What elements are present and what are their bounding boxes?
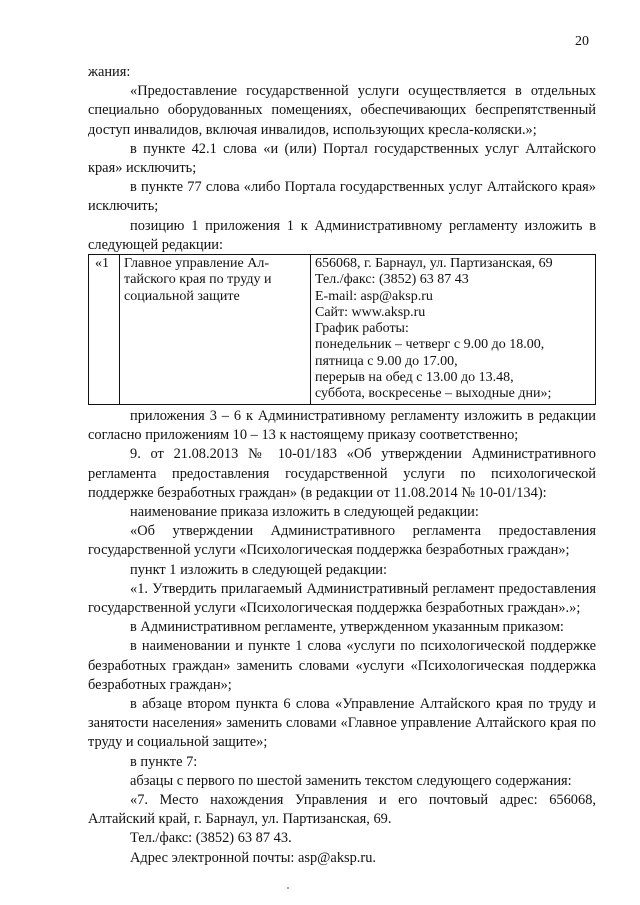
paragraph: Адрес электронной почты: asp@aksp.ru. xyxy=(130,849,376,866)
position-number-cell: «1 xyxy=(89,255,120,405)
website-line: Сайт: www.aksp.ru xyxy=(315,304,426,320)
details-cell xyxy=(311,255,596,405)
paragraph: в пункте 42.1 слова «и (или) Портал государственных услуг Алтайского края» исключить; xyxy=(88,140,596,177)
paragraph: в наименовании и пункте 1 слова «услуги по психологической поддержке безработных граждан» заменить словами «услуги «Психологическая поддержка безработных граждан»; xyxy=(88,638,596,693)
paragraph: 9. от 21.08.2013 № 10-01/183 «Об утверждении Административного регламента предоставления государственной услуги по психологической поддержке безработных граждан» (в редакции от 11.08.2014 № 10-01/134): xyxy=(88,446,596,501)
table-row xyxy=(89,255,596,405)
page-number: 20 xyxy=(575,34,589,49)
paragraph: в абзаце втором пункта 6 слова «Управление Алтайского края по труду и занятости населения» заменить словами «Главное управление Алтайского края по труду и социальной защите»; xyxy=(88,696,596,751)
paragraph: позицию 1 приложения 1 к Административному регламенту изложить в следующей редакции: xyxy=(88,217,596,253)
text-block-before-table xyxy=(88,63,596,255)
phone-line: Тел./факс: (3852) 63 87 43 xyxy=(315,272,469,288)
schedule-line: понедельник – четверг с 9.00 до 18.00, xyxy=(315,337,545,353)
paragraph: «Предоставление государственной услуги осуществляется в отдельных специально оборудованных помещениях, обеспечивающих беспрепятственный доступ инвалидов, включая инвалидов, использующих кресла-коляски.»; xyxy=(88,83,596,138)
schedule-line: суббота, воскресенье – выходные дни»; xyxy=(315,386,552,402)
scan-speck xyxy=(287,887,289,889)
schedule-line: пятница с 9.00 до 17.00, xyxy=(315,353,458,369)
address-line: 656068, г. Барнаул, ул. Партизанская, 69 xyxy=(315,256,553,271)
schedule-line: перерыв на обед с 13.00 до 13.48, xyxy=(315,370,514,386)
schedule-heading: График работы: xyxy=(315,321,409,337)
paragraph: пункт 1 изложить в следующей редакции: xyxy=(130,561,387,578)
organization-line: тайского края по труду и xyxy=(124,272,272,288)
paragraph: абзацы с первого по шестой заменить текстом следующего содержания: xyxy=(130,772,572,789)
paragraph: в Административном регламенте, утвержденном указанным приказом: xyxy=(130,619,564,636)
email-line: E-mail: asp@aksp.ru xyxy=(315,288,433,304)
paragraph: жания: xyxy=(88,64,131,80)
organization-line: социальной защите xyxy=(124,288,240,304)
contact-table xyxy=(88,254,596,405)
paragraph: в пункте 77 слова «либо Портала государственных услуг Алтайского края» исключить; xyxy=(88,179,596,215)
organization-line: Главное управление Ал- xyxy=(124,256,270,271)
paragraph: наименование приказа изложить в следующей редакции: xyxy=(130,504,479,521)
text-block-after-table xyxy=(88,407,596,868)
organization-cell xyxy=(120,255,311,405)
paragraph: «Об утверждении Административного регламента предоставления государственной услуги «Психологическая поддержка безработных граждан»; xyxy=(88,523,596,559)
paragraph: «7. Место нахождения Управления и его почтовый адрес: 656068, Алтайский край, г. Барнаул, ул. Партизанская, 69. xyxy=(88,792,596,828)
paragraph: приложения 3 – 6 к Административному регламенту изложить в редакции согласно приложениям 10 – 13 к настоящему приказу соответственно; xyxy=(88,408,596,444)
paragraph: в пункте 7: xyxy=(130,753,198,770)
paragraph: Тел./факс: (3852) 63 87 43. xyxy=(130,830,292,847)
paragraph: «1. Утвердить прилагаемый Административный регламент предоставления государственной услуги «Психологическая поддержка безработных граждан».»; xyxy=(88,580,596,617)
